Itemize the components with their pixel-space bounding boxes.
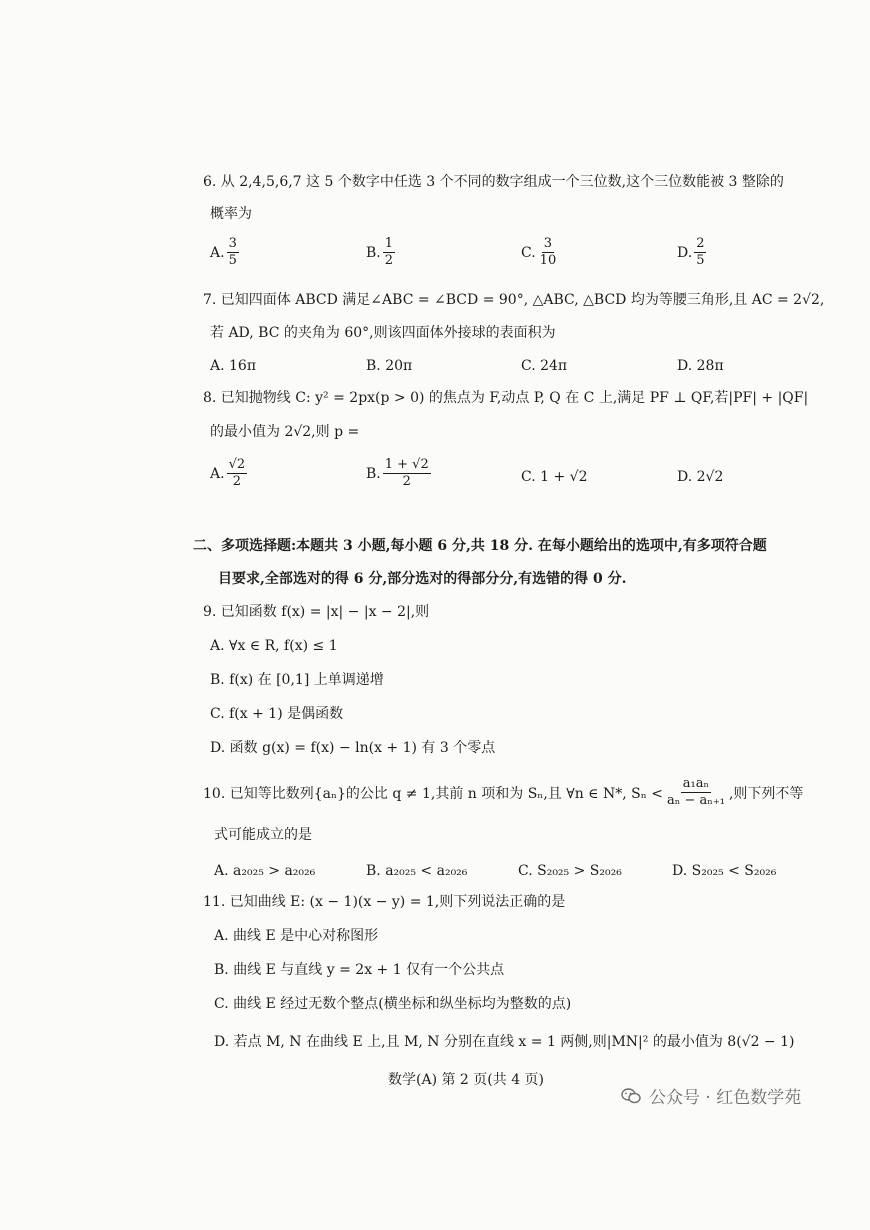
q10-stem-line2: 式可能成立的是	[214, 827, 312, 843]
q8-option-d: D. 2√2	[677, 469, 724, 485]
section2-heading-line2: 目要求,全部选对的得 6 分,部分选对的得部分分,有选错的得 0 分.	[218, 571, 627, 587]
section2-heading-line1: 二、多项选择题:本题共 3 小题,每小题 6 分,共 18 分. 在每小题给出的选项中,有多项符合题	[193, 538, 767, 554]
q7-option-c: C. 24π	[521, 358, 568, 374]
q9-option-d: D. 函数 g(x) = f(x) − ln(x + 1) 有 3 个零点	[210, 740, 496, 756]
q6-option-a: A. $\frac{3}{5}$	[210, 236, 237, 268]
q10-stem-line1: 10. 已知等比数列{aₙ}的公比 q ≠ 1,其前 n 项和为 Sₙ,且 ∀n ∈ N*, Sₙ < $\frac{\text{a₁aₙ}}{\text{aₙ − aₙ₊₁}}$ ,则下列不等	[203, 776, 804, 808]
q9-option-a: A. ∀x ∈ R, f(x) ≤ 1	[210, 638, 338, 654]
q7-option-d: D. 28π	[677, 358, 724, 374]
watermark	[621, 1083, 801, 1108]
q10-option-a: A. a₂₀₂₅ > a₂₀₂₆	[214, 863, 316, 879]
q8-option-c: C. 1 + √2	[521, 469, 588, 485]
q9-option-b: B. f(x) 在 [0,1] 上单调递增	[210, 672, 384, 688]
q10-option-b: B. a₂₀₂₅ < a₂₀₂₆	[366, 863, 468, 879]
q11-option-a: A. 曲线 E 是中心对称图形	[214, 928, 379, 944]
q6-stem-line2: 概率为	[210, 206, 252, 222]
q7-stem-line1: 7. 已知四面体 ABCD 满足∠ABC = ∠BCD = 90°, △ABC, △BCD 均为等腰三角形,且 AC = 2√2,	[203, 292, 825, 308]
q6-option-b: B. $\frac{1}{2}$	[366, 236, 394, 268]
q8-option-a: A. $\frac{√2}{2}$	[210, 457, 246, 489]
q11-option-b: B. 曲线 E 与直线 y = 2x + 1 仅有一个公共点	[214, 962, 505, 978]
q10-option-c: C. S₂₀₂₅ > S₂₀₂₆	[518, 863, 622, 879]
q8-option-b: B. $\frac{1 + √2}{2}$	[366, 457, 429, 489]
q11-stem: 11. 已知曲线 E: (x − 1)(x − y) = 1,则下列说法正确的是	[203, 894, 566, 910]
q6-stem-line1: 6. 从 2,4,5,6,7 这 5 个数字中任选 3 个不同的数字组成一个三位数,这个三位数能被 3 整除的	[203, 174, 784, 190]
page-footer: 数学(A) 第 2 页(共 4 页)	[388, 1072, 545, 1088]
q7-option-a: A. 16π	[210, 358, 257, 374]
wechat-icon	[621, 1088, 641, 1104]
q8-stem-line1: 8. 已知抛物线 C: y² = 2px(p > 0) 的焦点为 F,动点 P, Q 在 C 上,满足 PF ⊥ QF,若|PF| + |QF|	[203, 390, 809, 406]
q8-stem-line2: 的最小值为 2√2,则 p =	[210, 424, 360, 440]
q9-stem: 9. 已知函数 f(x) = |x| − |x − 2|,则	[203, 604, 430, 620]
q11-option-d: D. 若点 M, N 在曲线 E 上,且 M, N 分别在直线 x = 1 两侧,则|MN|² 的最小值为 8(√2 − 1)	[214, 1034, 795, 1050]
q7-option-b: B. 20π	[366, 358, 413, 374]
q9-option-c: C. f(x + 1) 是偶函数	[210, 706, 344, 722]
q7-stem-line2: 若 AD, BC 的夹角为 60°,则该四面体外接球的表面积为	[210, 325, 556, 341]
watermark-text: 公众号 · 红色数学苑	[649, 1088, 802, 1108]
q11-option-c: C. 曲线 E 经过无数个整点(横坐标和纵坐标均为整数的点)	[214, 996, 572, 1012]
q6-option-c: C. $\frac{3}{10}$	[521, 236, 557, 268]
q10-option-d: D. S₂₀₂₅ < S₂₀₂₆	[672, 863, 777, 879]
q6-option-d: D. $\frac{2}{5}$	[677, 236, 705, 268]
